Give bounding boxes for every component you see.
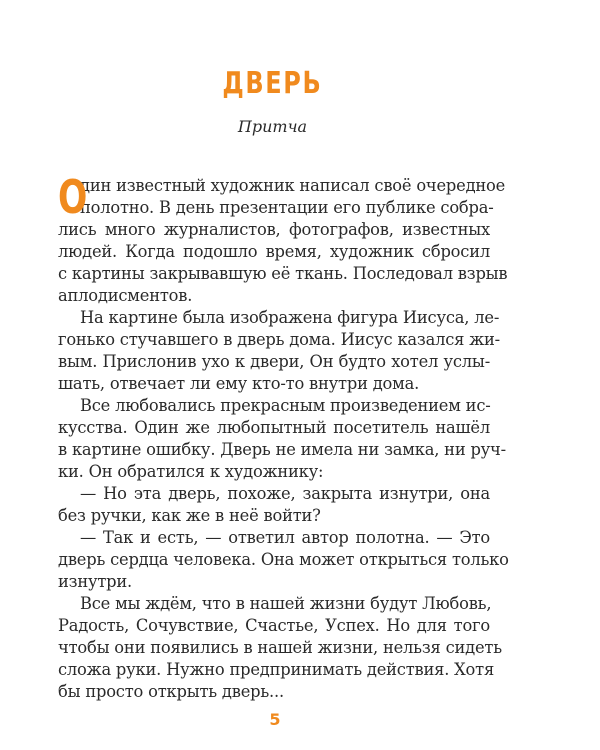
page-title: ДВЕРЬ [222,66,323,101]
text-line: Радость, Сочувствие, Счастье, Успех. Но для того [58,616,490,635]
text-line: чтобы они появились в нашей жизни, нельзя сидеть [58,638,502,657]
text-line: лись много журналистов, фотографов, известных [58,220,490,239]
text-line: — Так и есть, — ответил автор полотна. — Это [80,528,490,547]
text-line: дин известный художник написал своё очередное [80,176,506,195]
body-text [58,170,509,703]
text-line: гонько стучавшего в дверь дома. Иисус казался жи- [58,330,500,349]
text-line: Все мы ждём, что в нашей жизни будут Любовь, [80,594,492,613]
text-line: полотно. В день презентации его публике собра- [80,198,494,217]
text-line: аплодисментов. [58,286,193,305]
text-line: с картины закрывавшую её ткань. Последовал взрыв [58,264,508,283]
text-line: шать, отвечает ли ему кто-то внутри дома. [58,374,420,393]
text-line: в картине ошибку. Дверь не имела ни замка, ни руч- [58,440,506,459]
text-line: кусства. Один же любопытный посетитель нашёл [58,418,490,437]
text-line: На картине была изображена фигура Иисуса, ле- [80,308,500,327]
text-line: сложа руки. Нужно предпринимать действия. Хотя [58,660,495,679]
text-line: дверь сердца человека. Она может открыться только [58,550,509,569]
text-line: — Но эта дверь, похоже, закрыта изнутри, она [80,484,490,503]
text-line: ки. Он обратился к художнику: [58,462,324,481]
subtitle: Притча [237,117,308,136]
drop-cap: О [58,170,88,224]
text-line: изнутри. [58,572,133,591]
text-line: без ручки, как же в неё войти? [58,506,321,525]
text-line: Все любовались прекрасным произведением ис- [80,396,491,415]
text-line: бы просто открыть дверь... [58,682,284,701]
text-line: людей. Когда подошло время, художник сбросил [58,242,490,261]
text-line: вым. Прислонив ухо к двери, Он будто хотел услы- [58,352,490,371]
page-number: 5 [269,710,281,729]
